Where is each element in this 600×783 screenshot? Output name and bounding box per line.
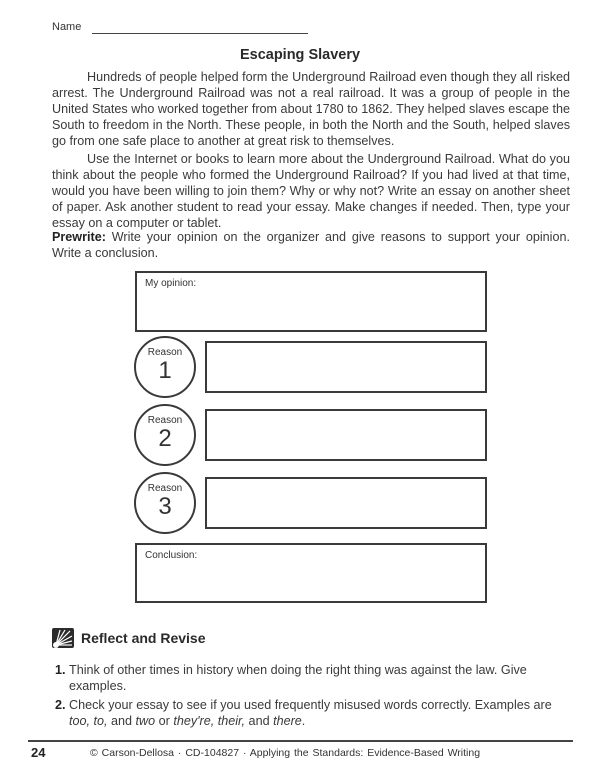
- reflect-title: Reflect and Revise: [81, 630, 206, 646]
- reason-1-box[interactable]: [205, 341, 487, 393]
- reason-3-word: Reason: [147, 483, 183, 494]
- list-item-text-c: or: [155, 713, 174, 728]
- name-label: Name: [52, 21, 82, 33]
- prewrite-paragraph: [52, 230, 570, 262]
- reason-2-box[interactable]: [205, 409, 487, 461]
- intro-paragraph: Hundreds of people helped form the Underground Railroad even though they all risked arrest. The Underground Railroad was not a real railroad. It was a group of people in the United States who worked together from about 1780 to 1862. They helped slaves escape the South to freedom in the North. These people, in both the North and the South, helped slaves go from one safe place to another at great risk to themselves.: [52, 70, 570, 148]
- list-item: [55, 663, 569, 695]
- opinion-label: My opinion:: [145, 278, 197, 289]
- reason-3-number: 3: [158, 493, 172, 520]
- reason-3-box[interactable]: [205, 477, 487, 529]
- example-words-2: two: [135, 713, 156, 728]
- prewrite-label: Prewrite:: [52, 230, 106, 244]
- instructions-paragraph: Use the Internet or books to learn more about the Underground Railroad. What do you think about the people who formed the Underground Railroad? If you had lived at that time, would you have been willing to join them? Why or why not? Write an essay on another sheet of paper. Ask another student to read your essay. Make changes if needed. Then, type your essay on a computer or tablet.: [52, 152, 570, 230]
- reason-1-number: 1: [158, 357, 172, 384]
- reason-1-word: Reason: [147, 347, 183, 358]
- list-item-number: 1.: [55, 663, 66, 677]
- list-item-text-e: .: [301, 713, 306, 728]
- example-words-3: they're, their,: [173, 713, 246, 728]
- reason-2-number: 2: [158, 425, 172, 452]
- list-item-text-a: Check your essay to see if you used frequently misused words correctly. Examples are: [69, 698, 552, 712]
- reason-2-word: Reason: [147, 415, 183, 426]
- conclusion-box[interactable]: [135, 543, 487, 603]
- page-number: 24: [31, 745, 46, 760]
- list-item-text: Think of other times in history when doing the right thing was against the law. Give examples.: [69, 663, 527, 693]
- reason-1-circle: [134, 336, 196, 398]
- example-words-4: there: [273, 713, 302, 728]
- list-item-text-d: and: [245, 713, 274, 728]
- conclusion-label: Conclusion:: [145, 550, 198, 561]
- reason-3-circle: [134, 472, 196, 534]
- footer-credits: © Carson-Dellosa · CD-104827 · Applying the Standards: Evidence-Based Writing: [90, 747, 481, 759]
- starburst-icon: [52, 628, 74, 648]
- list-item-text-b: and: [107, 713, 136, 728]
- opinion-box[interactable]: [135, 271, 487, 332]
- example-words-1: too, to,: [69, 713, 108, 728]
- page-title: Escaping Slavery: [239, 47, 361, 63]
- prewrite-text: Write your opinion on the organizer and give reasons to support your opinion. Write a conclusion.: [52, 230, 570, 260]
- name-blank-line[interactable]: [92, 33, 308, 34]
- list-item: [55, 698, 569, 730]
- reason-2-circle: [134, 404, 196, 466]
- footer-divider: [28, 740, 573, 742]
- list-item-number: 2.: [55, 698, 66, 712]
